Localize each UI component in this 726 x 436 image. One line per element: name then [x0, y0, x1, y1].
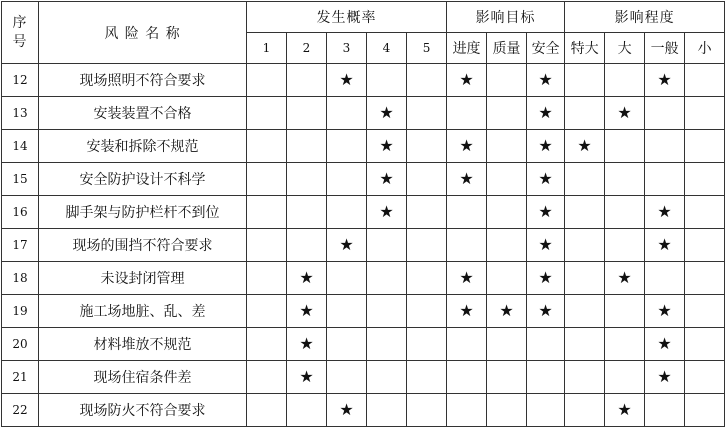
degree-cell-3	[645, 97, 685, 130]
target-cell-1: ★	[447, 295, 487, 328]
probability-cell-3: ★	[327, 64, 367, 97]
target-cell-3: ★	[527, 97, 565, 130]
target-cell-1: ★	[447, 262, 487, 295]
probability-header: 发生概率	[247, 2, 447, 33]
probability-cell-2	[287, 229, 327, 262]
probability-cell-4	[367, 64, 407, 97]
degree-cell-1	[565, 328, 605, 361]
row-seq: 22	[2, 394, 39, 427]
degree-extreme: 特大	[565, 33, 605, 64]
probability-cell-2	[287, 196, 327, 229]
probability-cell-2: ★	[287, 262, 327, 295]
seq-header-char-2: 号	[12, 33, 28, 50]
row-seq: 16	[2, 196, 39, 229]
degree-cell-4	[685, 328, 725, 361]
row-seq: 14	[2, 130, 39, 163]
degree-cell-4	[685, 361, 725, 394]
risk-table	[1, 1, 725, 427]
probability-cell-2: ★	[287, 328, 327, 361]
probability-cell-2	[287, 97, 327, 130]
target-cell-3	[527, 361, 565, 394]
probability-cell-5	[407, 64, 447, 97]
probability-cell-3	[327, 295, 367, 328]
target-quality: 质量	[487, 33, 527, 64]
degree-cell-2	[605, 130, 645, 163]
degree-cell-3	[645, 262, 685, 295]
degree-cell-4	[685, 196, 725, 229]
degree-cell-4	[685, 163, 725, 196]
target-cell-2: ★	[487, 295, 527, 328]
target-cell-2	[487, 262, 527, 295]
degree-cell-3: ★	[645, 295, 685, 328]
degree-cell-1	[565, 64, 605, 97]
degree-cell-2	[605, 163, 645, 196]
row-risk-name: 现场防火不符合要求	[39, 394, 247, 427]
probability-cell-5	[407, 229, 447, 262]
probability-cell-1	[247, 295, 287, 328]
table-row	[2, 295, 725, 328]
target-cell-1	[447, 394, 487, 427]
probability-level-3: 3	[327, 33, 367, 64]
probability-cell-4	[367, 262, 407, 295]
probability-cell-2	[287, 130, 327, 163]
probability-level-5: 5	[407, 33, 447, 64]
degree-cell-2	[605, 295, 645, 328]
degree-minor: 小	[685, 33, 725, 64]
row-seq: 15	[2, 163, 39, 196]
row-risk-name: 安装装置不合格	[39, 97, 247, 130]
target-cell-2	[487, 196, 527, 229]
row-risk-name: 安装和拆除不规范	[39, 130, 247, 163]
degree-cell-3: ★	[645, 196, 685, 229]
row-risk-name: 材料堆放不规范	[39, 328, 247, 361]
target-cell-3: ★	[527, 130, 565, 163]
degree-cell-3: ★	[645, 64, 685, 97]
target-header: 影响目标	[447, 2, 565, 33]
target-schedule: 进度	[447, 33, 487, 64]
row-seq: 12	[2, 64, 39, 97]
degree-cell-3: ★	[645, 328, 685, 361]
probability-cell-1	[247, 262, 287, 295]
probability-level-2: 2	[287, 33, 327, 64]
probability-cell-2: ★	[287, 295, 327, 328]
row-risk-name: 现场的围挡不符合要求	[39, 229, 247, 262]
seq-header	[2, 2, 39, 64]
degree-cell-4	[685, 229, 725, 262]
target-cell-2	[487, 361, 527, 394]
degree-moderate: 一般	[645, 33, 685, 64]
degree-cell-2	[605, 229, 645, 262]
probability-cell-3: ★	[327, 229, 367, 262]
probability-cell-1	[247, 163, 287, 196]
degree-cell-3	[645, 394, 685, 427]
row-seq: 21	[2, 361, 39, 394]
probability-cell-1	[247, 97, 287, 130]
probability-cell-1	[247, 64, 287, 97]
probability-cell-5	[407, 394, 447, 427]
target-cell-3: ★	[527, 196, 565, 229]
target-cell-1	[447, 229, 487, 262]
degree-cell-1: ★	[565, 130, 605, 163]
table-row	[2, 394, 725, 427]
probability-cell-5	[407, 361, 447, 394]
probability-cell-1	[247, 229, 287, 262]
degree-cell-4	[685, 295, 725, 328]
degree-cell-2: ★	[605, 394, 645, 427]
seq-header-char-1: 序	[12, 14, 28, 31]
probability-cell-4: ★	[367, 97, 407, 130]
probability-level-1: 1	[247, 33, 287, 64]
table-row	[2, 130, 725, 163]
probability-cell-2	[287, 64, 327, 97]
degree-cell-4	[685, 64, 725, 97]
target-cell-3: ★	[527, 64, 565, 97]
probability-cell-1	[247, 361, 287, 394]
target-cell-1: ★	[447, 130, 487, 163]
probability-cell-4: ★	[367, 196, 407, 229]
table-row	[2, 262, 725, 295]
probability-cell-1	[247, 394, 287, 427]
probability-cell-5	[407, 97, 447, 130]
target-cell-1: ★	[447, 64, 487, 97]
target-cell-3: ★	[527, 163, 565, 196]
probability-cell-5	[407, 196, 447, 229]
degree-cell-2	[605, 64, 645, 97]
probability-cell-1	[247, 130, 287, 163]
probability-cell-3	[327, 196, 367, 229]
probability-cell-3	[327, 97, 367, 130]
probability-cell-1	[247, 328, 287, 361]
probability-cell-4: ★	[367, 130, 407, 163]
target-cell-1: ★	[447, 163, 487, 196]
target-cell-3: ★	[527, 229, 565, 262]
row-seq: 19	[2, 295, 39, 328]
probability-cell-3	[327, 262, 367, 295]
target-cell-2	[487, 229, 527, 262]
degree-header: 影响程度	[565, 2, 725, 33]
row-risk-name: 脚手架与防护栏杆不到位	[39, 196, 247, 229]
row-seq: 18	[2, 262, 39, 295]
risk-table-body	[2, 64, 725, 427]
target-safety: 安全	[527, 33, 565, 64]
probability-cell-4: ★	[367, 163, 407, 196]
degree-cell-1	[565, 361, 605, 394]
degree-cell-1	[565, 196, 605, 229]
degree-cell-2	[605, 196, 645, 229]
probability-cell-3	[327, 163, 367, 196]
degree-cell-4	[685, 130, 725, 163]
target-cell-1	[447, 328, 487, 361]
target-cell-2	[487, 328, 527, 361]
target-cell-2	[487, 64, 527, 97]
degree-cell-1	[565, 97, 605, 130]
table-row	[2, 229, 725, 262]
degree-cell-2	[605, 328, 645, 361]
probability-cell-2: ★	[287, 361, 327, 394]
target-cell-1	[447, 97, 487, 130]
degree-cell-1	[565, 229, 605, 262]
probability-cell-4	[367, 295, 407, 328]
probability-cell-5	[407, 295, 447, 328]
probability-cell-3	[327, 361, 367, 394]
table-row	[2, 361, 725, 394]
probability-cell-4	[367, 328, 407, 361]
degree-cell-3	[645, 163, 685, 196]
degree-cell-1	[565, 163, 605, 196]
probability-level-4: 4	[367, 33, 407, 64]
target-cell-2	[487, 97, 527, 130]
row-risk-name: 施工场地脏、乱、差	[39, 295, 247, 328]
degree-cell-1	[565, 262, 605, 295]
degree-cell-1	[565, 394, 605, 427]
probability-cell-3	[327, 130, 367, 163]
degree-cell-4	[685, 394, 725, 427]
target-cell-3: ★	[527, 295, 565, 328]
degree-cell-2: ★	[605, 262, 645, 295]
degree-cell-4	[685, 97, 725, 130]
row-risk-name: 现场住宿条件差	[39, 361, 247, 394]
table-row	[2, 196, 725, 229]
table-row	[2, 64, 725, 97]
target-cell-3	[527, 394, 565, 427]
row-risk-name: 安全防护设计不科学	[39, 163, 247, 196]
risk-name-header: 风 险 名 称	[39, 2, 247, 64]
target-cell-2	[487, 394, 527, 427]
probability-cell-2	[287, 394, 327, 427]
row-seq: 17	[2, 229, 39, 262]
probability-cell-4	[367, 394, 407, 427]
degree-cell-3	[645, 130, 685, 163]
degree-cell-1	[565, 295, 605, 328]
probability-cell-2	[287, 163, 327, 196]
table-row	[2, 163, 725, 196]
degree-cell-2	[605, 361, 645, 394]
probability-cell-5	[407, 163, 447, 196]
degree-cell-3: ★	[645, 229, 685, 262]
degree-cell-3: ★	[645, 361, 685, 394]
target-cell-2	[487, 163, 527, 196]
row-risk-name: 现场照明不符合要求	[39, 64, 247, 97]
probability-cell-5	[407, 262, 447, 295]
probability-cell-4	[367, 361, 407, 394]
table-row	[2, 97, 725, 130]
probability-cell-3: ★	[327, 394, 367, 427]
target-cell-3: ★	[527, 262, 565, 295]
row-risk-name: 未设封闭管理	[39, 262, 247, 295]
probability-cell-4	[367, 229, 407, 262]
degree-major: 大	[605, 33, 645, 64]
table-row	[2, 328, 725, 361]
degree-cell-2: ★	[605, 97, 645, 130]
probability-cell-3	[327, 328, 367, 361]
degree-cell-4	[685, 262, 725, 295]
target-cell-2	[487, 130, 527, 163]
target-cell-1	[447, 196, 487, 229]
header-row-1	[2, 2, 725, 33]
target-cell-3	[527, 328, 565, 361]
probability-cell-1	[247, 196, 287, 229]
target-cell-1	[447, 361, 487, 394]
probability-cell-5	[407, 328, 447, 361]
probability-cell-5	[407, 130, 447, 163]
row-seq: 13	[2, 97, 39, 130]
row-seq: 20	[2, 328, 39, 361]
